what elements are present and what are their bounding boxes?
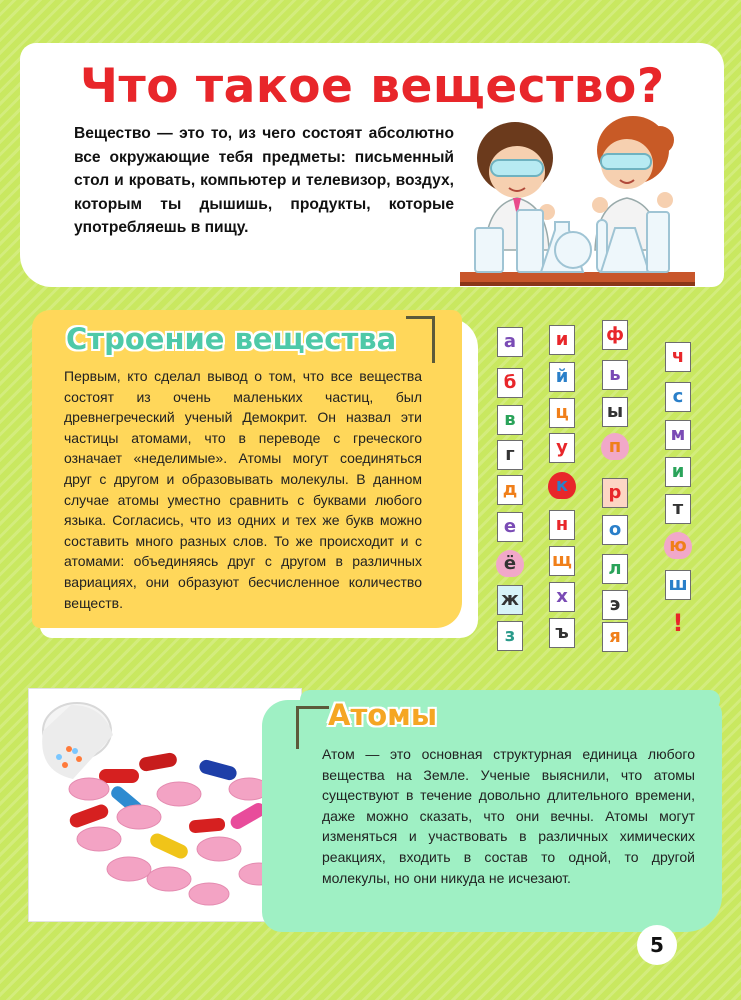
letter-tile: р bbox=[602, 478, 628, 508]
letter-tile: у bbox=[549, 433, 575, 463]
letter-heart: ю bbox=[664, 532, 692, 559]
letter-tile: щ bbox=[549, 546, 575, 576]
letter-tile: м bbox=[665, 420, 691, 450]
structure-heading: Строение вещества bbox=[66, 322, 397, 356]
letter-tile: а bbox=[497, 327, 523, 357]
letter-tile: ч bbox=[665, 342, 691, 372]
page-number: 5 bbox=[637, 925, 677, 965]
letter-tile: о bbox=[602, 515, 628, 545]
letter-tile: я bbox=[602, 622, 628, 652]
letter-tile: ь bbox=[602, 360, 628, 390]
letter-tile: и bbox=[549, 325, 575, 355]
letter-tile: с bbox=[665, 382, 691, 412]
letter-tile: х bbox=[549, 582, 575, 612]
structure-text: Первым, кто сделал вывод о том, что все вещества состоят из очень маленьких частиц, был древнегреческий ученый Демокрит. Он назвал эти частицы атомами, что в переводе с греческого означает «неделимые». Атомы могут соединяться друг с другом и образовывать молекулы. В данном случае атомы уместно сравнить с буквами любого языка. Согласись, что из одних и тех же букв можно составить много разных слов. То же происходит и с атомами: объединяясь друг с другом в различных вариациях, они образуют бесчисленное количество веществ. bbox=[64, 368, 422, 611]
letter-tile: н bbox=[549, 510, 575, 540]
letter-tile: ш bbox=[665, 570, 691, 600]
letter-tile: б bbox=[497, 368, 523, 398]
pills-photo bbox=[28, 688, 302, 922]
scientists-illustration bbox=[455, 100, 705, 290]
letter-tile: т bbox=[665, 494, 691, 524]
letter-tile: и bbox=[665, 457, 691, 487]
intro-text: Вещество — это то, из чего состоят абсолютно все окружающие тебя предметы: письменный стол и кровать, компьютер и телевизор, воздух, которым ты дышишь, продукты, которые употребляешь в пищу. bbox=[74, 125, 454, 236]
letter-tile: ж bbox=[497, 585, 523, 615]
letter-tile: г bbox=[497, 440, 523, 470]
atoms-heading: Атомы bbox=[328, 698, 438, 732]
letter-tile: ы bbox=[602, 397, 628, 427]
letter-tile: э bbox=[602, 590, 628, 620]
letter-heart: к bbox=[548, 472, 576, 499]
letter-tile: в bbox=[497, 405, 523, 435]
atoms-text: Атом — это основная структурная единица любого вещества на Земле. Ученые выяснили, что атомы существуют в течение довольно длительного времени, даже можно сказать, что они вечны. Атомы могут изменяться и участвовать в различных химических реакциях, входить в состав то одной, то другой молекулы, но они никуда не исчезают. bbox=[322, 746, 695, 886]
letter-tile: ъ bbox=[549, 618, 575, 648]
letter-tile: ц bbox=[549, 398, 575, 428]
letter-tile: з bbox=[497, 621, 523, 651]
letter-tile: л bbox=[602, 554, 628, 584]
page-title: Что такое вещество? bbox=[80, 59, 665, 114]
letter-tile: й bbox=[549, 362, 575, 392]
letter-tile: е bbox=[497, 512, 523, 542]
decorative-bracket bbox=[296, 706, 329, 749]
letter-tile: д bbox=[497, 475, 523, 505]
letter-tile: ф bbox=[602, 320, 628, 350]
letter-heart: ё bbox=[496, 550, 524, 577]
letter-heart: п bbox=[601, 433, 629, 460]
decorative-bracket bbox=[406, 316, 435, 363]
exclamation-mark: ! bbox=[672, 609, 684, 637]
